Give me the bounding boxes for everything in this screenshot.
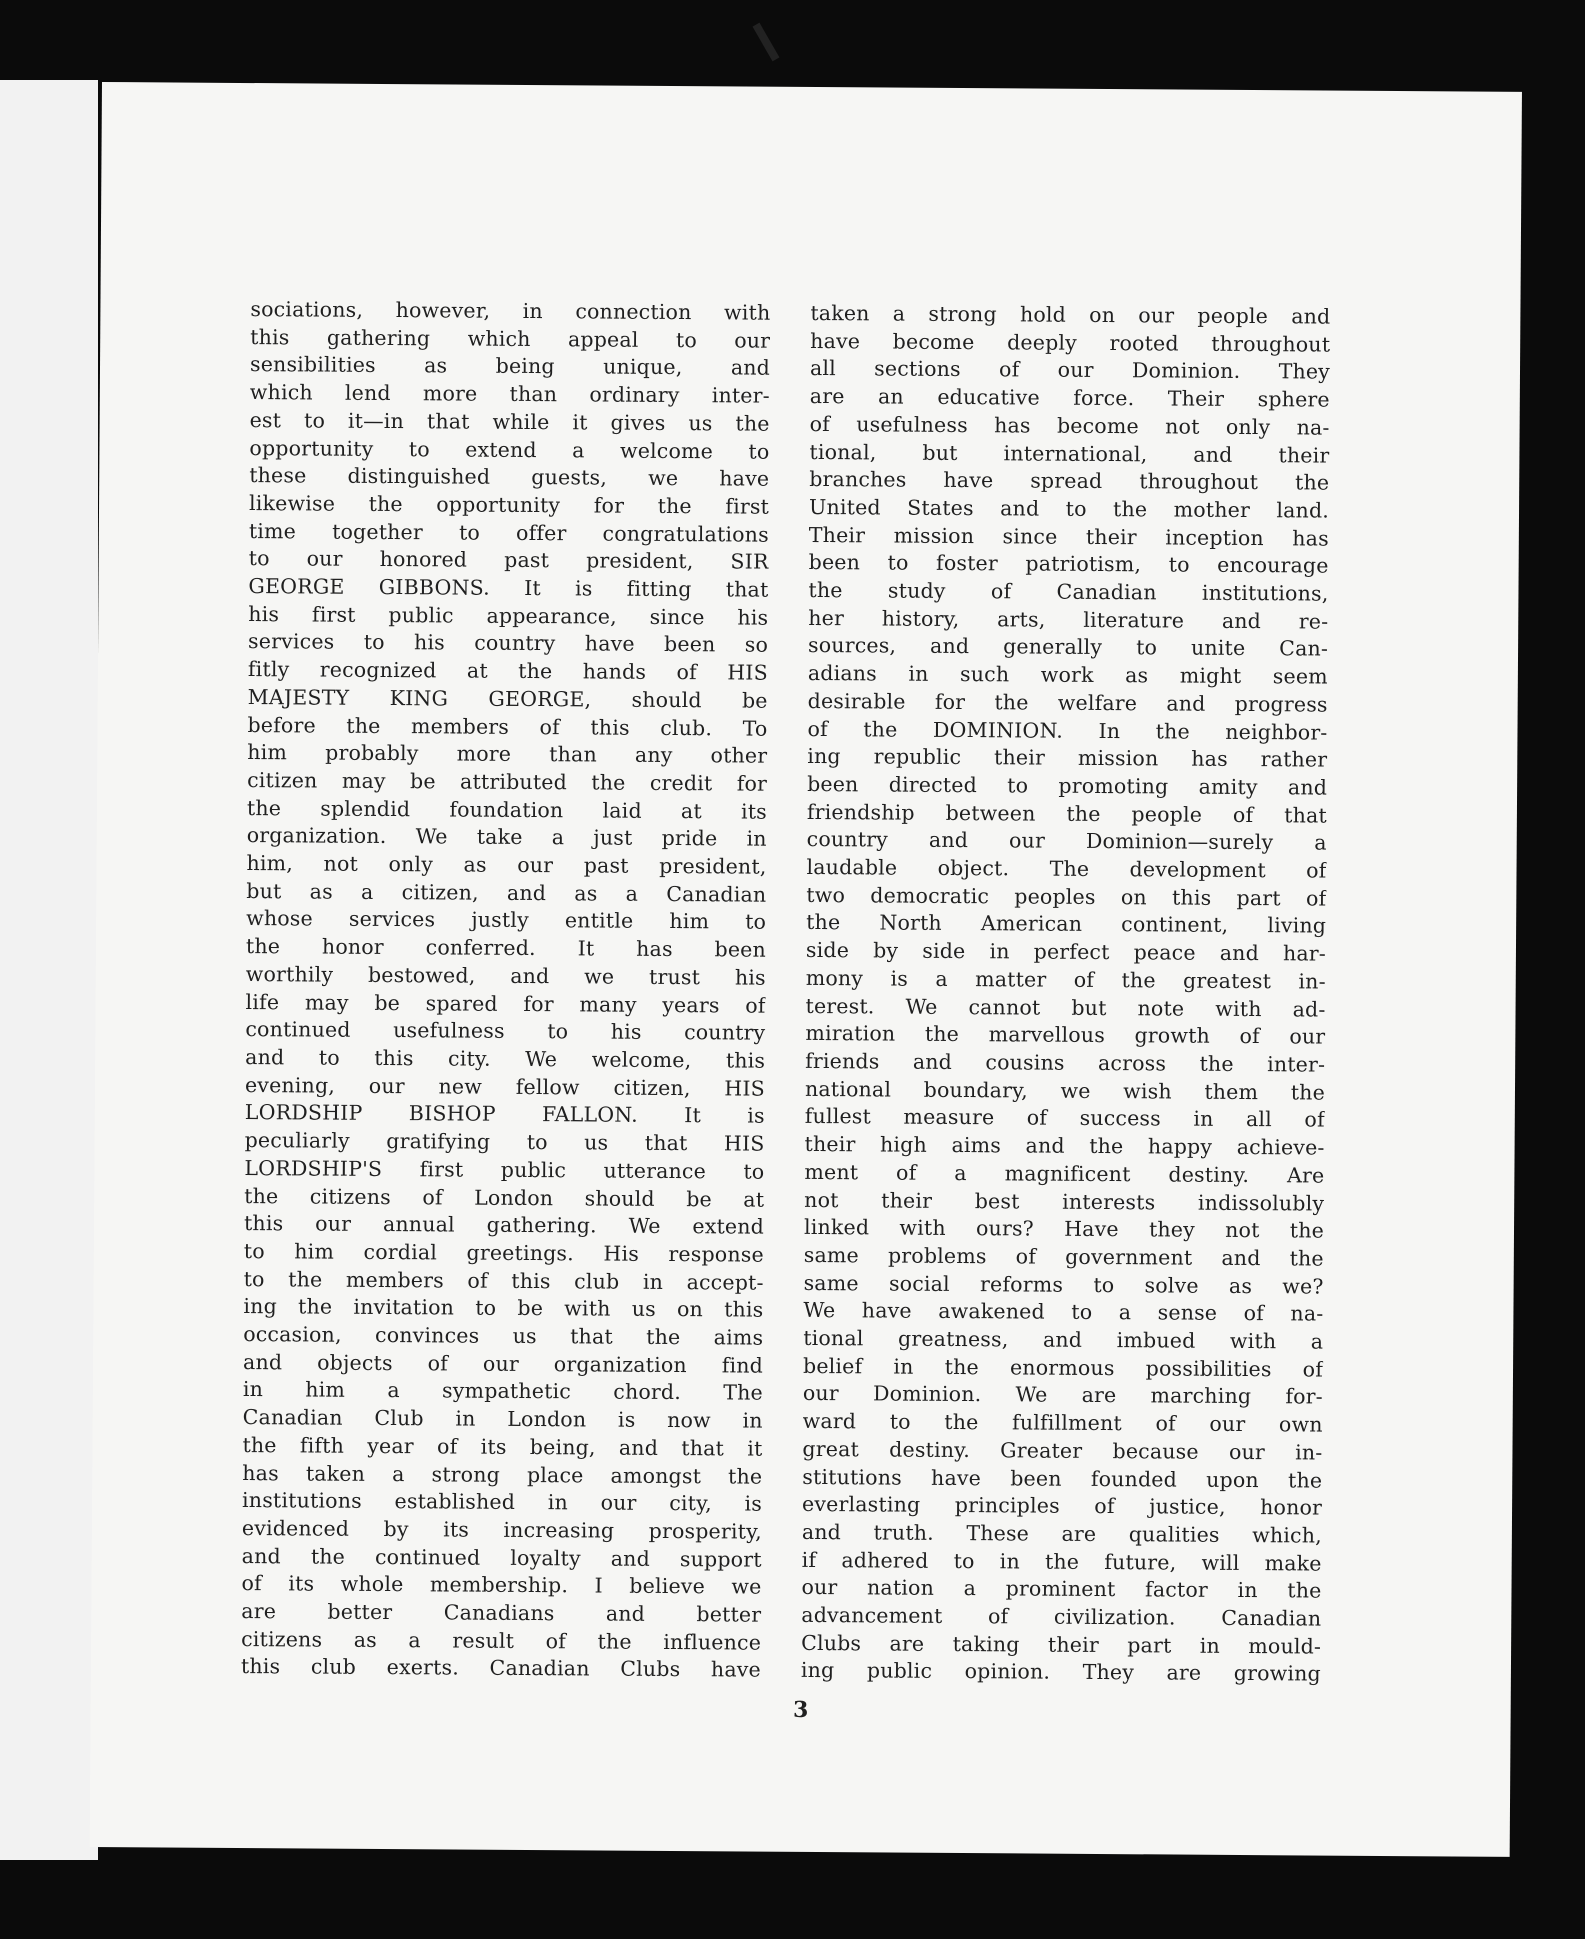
text-line: tional greatness, and imbued with a [803, 1325, 1324, 1354]
text-line: worthily bestowed, and we trust his [245, 961, 766, 990]
text-line: of usefulness has become not only na- [809, 411, 1330, 440]
text-line: this gathering which appeal to our [250, 324, 771, 353]
text-line: friends and cousins across the inter- [805, 1048, 1326, 1077]
text-line: this our annual gathering. We extend [243, 1211, 765, 1239]
text-line: this club exerts. Canadian Clubs have [240, 1654, 762, 1683]
text-line: been to foster patriotism, to encourage [808, 550, 1329, 578]
text-line: Their mission since their inception has [808, 522, 1329, 551]
text-line: their high aims and the happy achieve- [804, 1132, 1325, 1160]
text-line: citizens as a result of the influence [241, 1626, 762, 1655]
text-line: him, not only as our past president, [246, 851, 767, 879]
text-line: to him cordial greetings. His response [243, 1238, 764, 1267]
text-line: to our honored past president, SIR [248, 546, 769, 574]
text-line: belief in the enormous possibilities of [802, 1353, 1324, 1382]
text-line: organization. We take a just pride in [246, 823, 767, 852]
text-line: stitutions have been founded upon the [802, 1464, 1323, 1493]
text-line: these distinguished guests, we have [249, 463, 770, 491]
text-line: the citizens of London should be at [244, 1183, 765, 1212]
text-line: ward to the fulfillment of our own [802, 1409, 1323, 1437]
text-line: which lend more than ordinary inter- [249, 380, 770, 408]
text-line: his first public appearance, since his [248, 601, 769, 630]
text-line: occasion, convinces us that the aims [243, 1322, 764, 1350]
left-text-column [241, 296, 771, 1685]
text-line: everlasting principles of justice, honor [802, 1492, 1323, 1520]
text-line: sociations, however, in connection with [250, 297, 771, 325]
text-line: has taken a strong place amongst the [242, 1460, 763, 1489]
text-line: GEORGE GIBBONS. It is fitting that [248, 574, 769, 602]
text-line: fitly recognized at the hands of HIS [247, 657, 768, 685]
text-line: to the members of this club in accept- [243, 1266, 764, 1295]
text-line: LORDSHIP'S first public utterance to [244, 1155, 765, 1184]
text-line: likewise the opportunity for the first [248, 490, 770, 519]
text-line: linked with ours? Have they not the [803, 1215, 1325, 1243]
text-line: her history, arts, literature and re- [808, 605, 1329, 634]
text-line: evidenced by its increasing prosperity, [241, 1515, 762, 1544]
text-line: of its whole membership. I believe we [241, 1571, 762, 1599]
text-line: services to his country have been so [248, 629, 769, 658]
text-line: same problems of government and the [803, 1242, 1324, 1271]
text-line: our nation a prominent factor in the [801, 1575, 1322, 1603]
text-line: mony is a matter of the greatest in- [805, 965, 1326, 994]
text-line: fullest measure of success in all of [804, 1104, 1325, 1132]
text-line: peculiarly gratifying to us that HIS [244, 1128, 765, 1156]
text-line: not their best interests indissolubly [804, 1187, 1325, 1216]
text-line: him probably more than any other [247, 740, 768, 768]
text-line: evening, our new fellow citizen, HIS [244, 1072, 766, 1101]
text-line: advancement of civilization. Canadian [801, 1602, 1322, 1631]
text-line: country and our Dominion—surely a [806, 827, 1327, 855]
text-line: if adhered to in the future, will make [801, 1547, 1322, 1576]
scan-speck [753, 23, 780, 62]
text-line: tional, but international, and their [809, 439, 1330, 468]
text-line: life may be spared for many years of [245, 989, 766, 1018]
text-line: the splendid foundation laid at its [246, 795, 768, 824]
right-text-column [801, 300, 1331, 1689]
text-line: of the DOMINION. In the neighbor- [807, 716, 1328, 745]
text-line: terest. We cannot but note with ad- [805, 993, 1326, 1022]
text-line: continued usefulness to his country [245, 1017, 766, 1045]
text-line: Canadian Club in London is now in [242, 1405, 763, 1433]
text-line: and truth. These are qualities which, [801, 1519, 1322, 1548]
text-line: great destiny. Greater because our in- [802, 1436, 1323, 1465]
text-line: and objects of our organization find [242, 1349, 764, 1378]
text-line: national boundary, we wish them the [804, 1076, 1326, 1105]
text-line: the fifth year of its being, and that it [242, 1432, 763, 1461]
text-line: are an educative force. Their sphere [809, 384, 1330, 412]
text-line: Clubs are taking their part in mould- [801, 1630, 1322, 1659]
text-line: been directed to promoting amity and [807, 771, 1328, 800]
text-line: before the members of this club. To [247, 712, 768, 741]
text-line: same social reforms to solve as we? [803, 1270, 1324, 1299]
text-line: the North American continent, living [806, 910, 1327, 939]
text-line: citizen may be attributed the credit for [247, 767, 768, 796]
text-line: adians in such work as might seem [807, 661, 1328, 689]
text-line: side by side in perfect peace and har- [805, 938, 1327, 966]
text-line: in him a sympathetic chord. The [242, 1377, 763, 1406]
text-line: sources, and generally to unite Can- [808, 633, 1329, 662]
text-line: taken a strong hold on our people and [810, 300, 1331, 329]
text-line: branches have spread throughout the [809, 467, 1330, 495]
text-line: sensibilities as being unique, and [249, 352, 771, 381]
text-line: ing public opinion. They are growing [800, 1658, 1321, 1687]
text-line: are better Canadians and better [241, 1599, 762, 1627]
text-line: est to it—in that while it gives us the [249, 407, 770, 436]
text-line: We have awakened to a sense of na- [803, 1298, 1324, 1326]
text-line: laudable object. The development of [806, 855, 1327, 883]
text-line: institutions established in our city, is [242, 1488, 763, 1516]
text-line: United States and to the mother land. [808, 494, 1330, 523]
text-line: the study of Canadian institutions, [808, 577, 1329, 606]
text-line: miration the marvellous growth of our [805, 1021, 1326, 1049]
text-line: ing the invitation to be with us on this [243, 1294, 764, 1322]
text-line: all sections of our Dominion. They [809, 356, 1331, 384]
text-line: MAJESTY KING GEORGE, should be [247, 684, 768, 713]
adjacent-page-edge [0, 80, 98, 1860]
text-line: LORDSHIP BISHOP FALLON. It is [244, 1100, 765, 1129]
text-line: friendship between the people of that [806, 799, 1327, 828]
text-line: whose services justly entitle him to [246, 906, 767, 935]
text-line: but as a citizen, and as a Canadian [246, 878, 767, 907]
text-line: have become deeply rooted throughout [810, 328, 1331, 357]
text-line: the honor conferred. It has been [245, 934, 767, 962]
text-line: and to this city. We welcome, this [245, 1045, 766, 1073]
page-number: 3 [792, 1696, 809, 1723]
text-line: time together to offer congratulations [248, 518, 769, 547]
text-line: opportunity to extend a welcome to [249, 435, 770, 464]
document-page [90, 82, 1522, 1857]
text-line: two democratic peoples on this part of [806, 882, 1327, 911]
text-line: ing republic their mission has rather [807, 744, 1328, 772]
text-line: desirable for the welfare and progress [807, 688, 1328, 717]
text-line: our Dominion. We are marching for- [802, 1381, 1323, 1409]
text-line: ment of a magnificent destiny. Are [804, 1159, 1325, 1188]
text-line: and the continued loyalty and support [241, 1543, 762, 1572]
